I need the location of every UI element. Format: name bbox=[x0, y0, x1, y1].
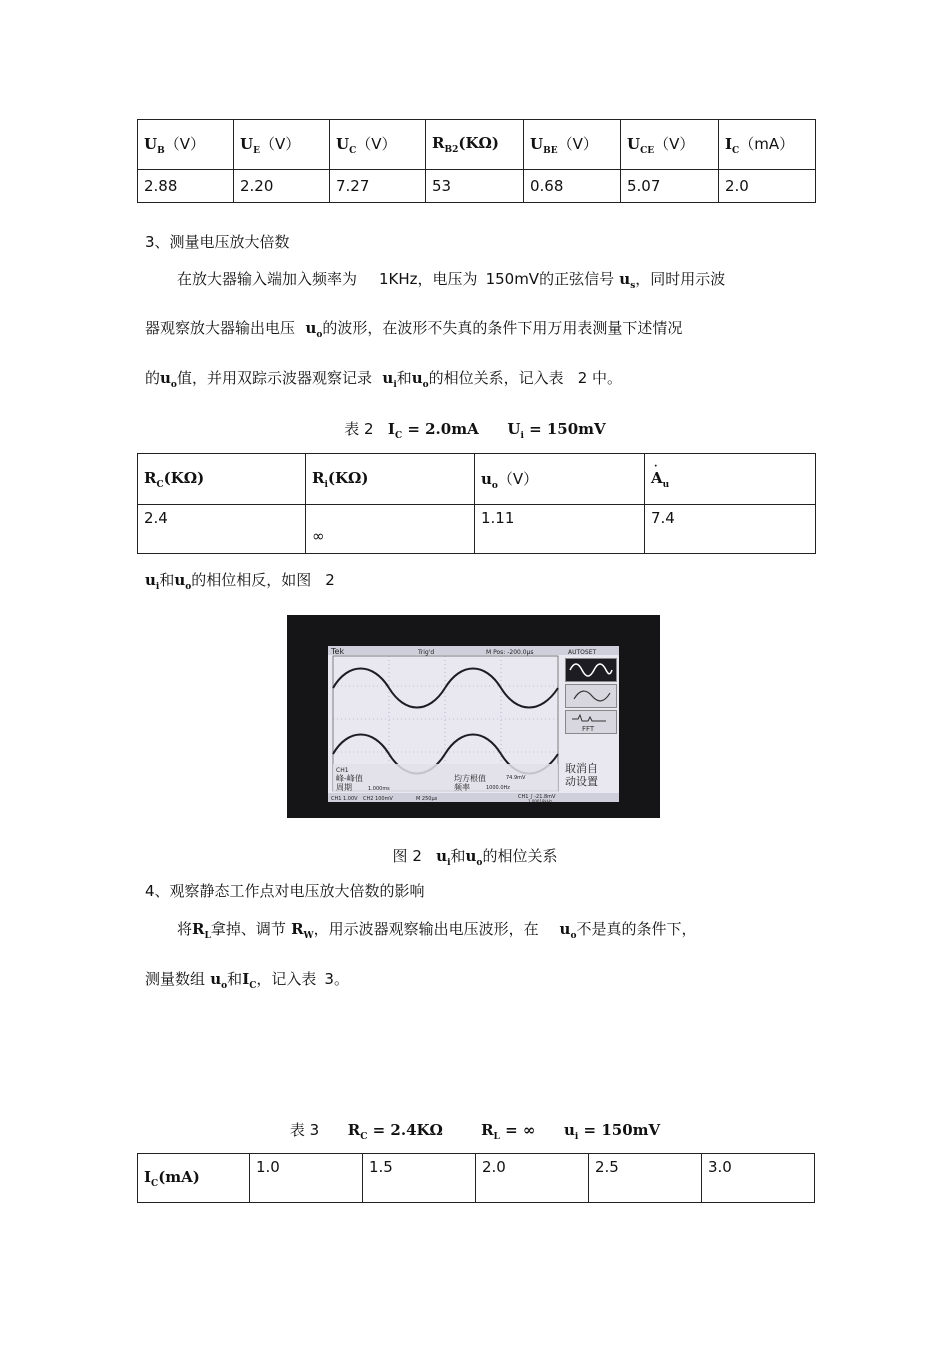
table-2-cell: 7.4 bbox=[645, 505, 816, 554]
scope-ch1-label: CH1 bbox=[336, 767, 349, 774]
phase-note: $u_i$和$u_o$的相位相反，如图 2 bbox=[145, 571, 335, 592]
table-1-cell: 2.0 bbox=[719, 170, 816, 203]
table-2-cell: 2.4 bbox=[138, 505, 306, 554]
table-1-cell: 5.07 bbox=[621, 170, 719, 203]
scope-rms-value: 74.9mV bbox=[506, 775, 526, 781]
fft-icon bbox=[565, 710, 617, 734]
figure-2-caption: 图 2 $u_i$和$u_o$的相位关系 bbox=[392, 847, 558, 868]
cancel-autoset-label: 取消自 动设置 bbox=[565, 762, 598, 788]
scope-autoset: AUTOSET bbox=[568, 649, 597, 656]
table-3-row-header-ic: $I_C(mA)$ bbox=[138, 1154, 250, 1203]
scope-freq-value: 1000.0Hz bbox=[486, 785, 510, 791]
scope-period-value: 1.000ms bbox=[368, 786, 390, 792]
sine-wave-icon bbox=[565, 658, 617, 682]
section-4-paragraph-line-2: 测量数组 $u_o$和$I_C$，记入表 3。 bbox=[145, 970, 349, 991]
table-2-header-ri: $R_i(K\Omega)$ bbox=[306, 454, 475, 505]
scope-peak-label: 峰-峰值 bbox=[336, 774, 363, 783]
table-1 bbox=[137, 119, 816, 203]
scope-period-label: 周期 bbox=[336, 783, 352, 792]
table-1-cell: 2.88 bbox=[138, 170, 234, 203]
table-2-cell: ∞ bbox=[306, 505, 475, 554]
scope-status-m: M 250μs bbox=[416, 796, 438, 802]
table-3-cell: 2.5 bbox=[589, 1154, 702, 1203]
section-4-paragraph-line-1: 将$R_L$拿掉、调节 $R_W$，用示波器观察输出电压波形，在 $u_o$不是真的条件下， bbox=[177, 920, 697, 941]
table-2-header-uo: $u_o(V)$ bbox=[475, 454, 645, 505]
table-3 bbox=[137, 1153, 815, 1203]
scope-mpos: M Pos: -200.0μs bbox=[486, 649, 534, 656]
table-3-cell: 2.0 bbox=[476, 1154, 589, 1203]
table-3-caption: 表 3 $R_C = 2.4K\Omega$ $R_L$ = ∞ $u_i = 150mV$ bbox=[289, 1121, 661, 1142]
oscilloscope-screen bbox=[328, 646, 619, 802]
scope-trig-mode: Trig'd bbox=[418, 649, 435, 656]
scope-status-freq: 1.00018kHz bbox=[528, 799, 552, 802]
table-2-header-rc: $R_C(K\Omega)$ bbox=[138, 454, 306, 505]
table-2-header-au: · $A_u$ bbox=[645, 454, 816, 505]
section-4-heading: 4、观察静态工作点对电压放大倍数的影响 bbox=[145, 882, 425, 900]
table-1-cell: 7.27 bbox=[330, 170, 426, 203]
table-2-cell: 1.11 bbox=[475, 505, 645, 554]
section-3-paragraph-line-3: 的$u_o$值，并用双踪示波器观察记录 $u_i$和$u_o$的相位关系，记入表 2 中。 bbox=[145, 369, 622, 390]
table-3-cell: 1.5 bbox=[363, 1154, 476, 1203]
table-2 bbox=[137, 453, 816, 554]
section-3-paragraph-line-1: 在放大器输入端加入频率为 1KHz，电压为 150mV的正弦信号 $u_s$，同时用示波 bbox=[177, 270, 726, 291]
single-cycle-icon bbox=[565, 684, 617, 708]
table-3-cell: 1.0 bbox=[250, 1154, 363, 1203]
scope-status-ch1: CH1 1.00V bbox=[331, 796, 358, 802]
table-2-caption: 表 2 $I_C = 2.0mA$ $U_i = 150mV$ bbox=[344, 420, 606, 441]
table-1-header-uce: $U_{CE}(V)$ bbox=[621, 120, 719, 170]
table-1-cell: 0.68 bbox=[524, 170, 621, 203]
section-3-paragraph-line-2: 器观察放大器输出电压 $u_o$的波形，在波形不失真的条件下用万用表测量下述情况 bbox=[145, 319, 683, 340]
table-1-header-ube: $U_{BE}(V)$ bbox=[524, 120, 621, 170]
scope-status-trig: CH1 ∫ -21.8mV bbox=[518, 794, 556, 800]
table-1-cell: 53 bbox=[426, 170, 524, 203]
section-3-heading: 3、测量电压放大倍数 bbox=[145, 233, 290, 251]
table-1-header-ue: $U_E(V)$ bbox=[234, 120, 330, 170]
oscilloscope-photo bbox=[287, 615, 660, 818]
svg-text:FFT: FFT bbox=[582, 725, 595, 733]
table-1-header-uc: $U_C(V)$ bbox=[330, 120, 426, 170]
scope-rms-label: 均方根值 bbox=[454, 774, 486, 783]
table-3-cell: 3.0 bbox=[702, 1154, 815, 1203]
scope-freq-label: 频率 bbox=[454, 783, 470, 792]
scope-brand: Tek bbox=[331, 647, 345, 656]
scope-status-ch2: CH2 100mV bbox=[363, 796, 393, 802]
table-1-cell: 2.20 bbox=[234, 170, 330, 203]
ch1-trace bbox=[333, 669, 558, 708]
table-1-header-ic: $I_C(mA)$ bbox=[719, 120, 816, 170]
table-1-header-rb2: $R_{B2}(K\Omega)$ bbox=[426, 120, 524, 170]
table-1-header-ub: $U_B(V)$ bbox=[138, 120, 234, 170]
